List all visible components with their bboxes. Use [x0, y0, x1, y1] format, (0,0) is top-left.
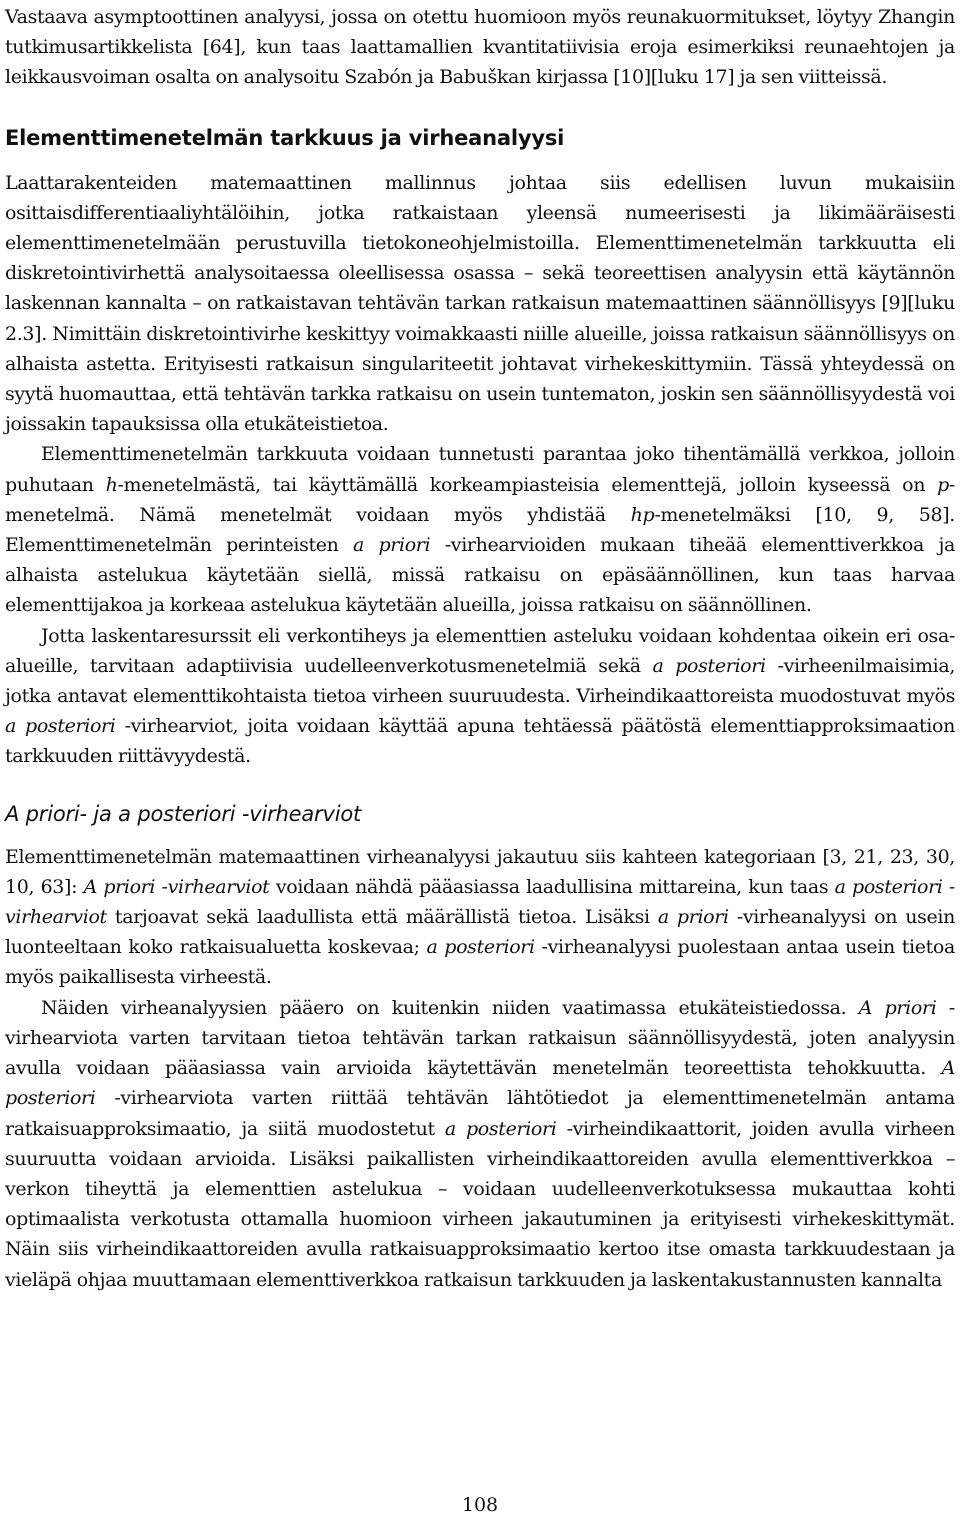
page-number: 108: [461, 1494, 499, 1516]
section-heading-error-estimates: A priori- ja a posteriori -virhearviot: [5, 801, 362, 826]
math-p: p: [937, 473, 949, 496]
paragraph-5: [5, 993, 955, 1295]
emphasis-a-priori: A priori: [858, 996, 937, 1019]
text-run: Elementtimenetelmän tarkkuuta voidaan tunnetusti parantaa joko tihentämällä verkkoa, jolloin puhutaan: [5, 443, 955, 496]
text-run: voidaan nähdä pääasiassa laadullisina mittareina, kun taas: [269, 875, 835, 898]
emphasis-a-posteriori: a posteriori: [444, 1117, 557, 1140]
text-run: Elementtimenetelmän matemaattinen virheanalyysi jakautuu siis kahteen kategoriaan [3, 21, 23, 30, 10, 63]:: [5, 845, 955, 898]
text-run: Jotta laskentaresurssit eli verkontiheys ja elementtien asteluku voidaan kohdentaa oikein eri osa-alueille, tarvitaan adaptiivisia uudelleenverkotusmenetelmiä sekä: [5, 624, 955, 677]
text-run: Näiden virheanalyysien pääero on kuitenkin niiden vaatimassa etukäteistiedossa.: [41, 996, 859, 1019]
text-run: -menetelmä. Nämä menetelmät voidaan myös yhdistää: [5, 473, 955, 526]
text-run: -virhearviot, joita voidaan käyttää apuna tehtäessä päätöstä elementtiapproksimaation tarkkuuden riittävyydestä.: [5, 715, 956, 768]
text-run: -virheanalyysi on usein luonteeltaan koko ratkaisualuetta koskevaa;: [5, 906, 955, 959]
math-hp: hp: [630, 503, 655, 526]
math-h: h: [105, 473, 118, 496]
emphasis-a-priori: a priori: [657, 906, 729, 929]
emphasis-a-posteriori: a posteriori: [5, 715, 116, 738]
text-run: -virhearviota varten tarvitaan tietoa tehtävän tarkan ratkaisun säännöllisyydestä, joten analyysin avulla voidaan pääasiassa vain arvioida käytettävän menetelmän teoreettista tehokkuutta.: [5, 996, 955, 1080]
emphasis-a-posteriori-virhearviot: a posteriori -virhearviot: [5, 875, 955, 929]
paragraph-text: Vastaava asymptoottinen analyysi, jossa on otettu huomioon myös reunakuormitukset, löytyy Zhangin tutkimusartikkelista [64], kun taas laattamallien kvantitatiivisia eroja esimerkiksi reunaehtojen ja leikkausvoiman osalta on analysoitu Szabón ja Babuškan kirjassa [10][luku 17] ja sen viitteissä.: [5, 6, 955, 89]
text-run: -virheanalyysi puolestaan antaa usein tietoa myös paikallisesta virheestä.: [5, 936, 955, 989]
document-page: [5, 2, 955, 1295]
text-run: -menetelmäksi [10, 9, 58]. Elementtimenetelmän perinteisten: [5, 503, 955, 557]
paragraph-3: [5, 621, 955, 772]
section-heading-accuracy: Elementtimenetelmän tarkkuus ja virheanalyysi: [5, 125, 565, 150]
text-run: -virhearvioiden mukaan tiheää elementtiverkkoa ja alhaista astelukua käytetään siellä, missä ratkaisu on epäsäännöllinen, kun taas harvaa elementtijakoa ja korkeaa astelukua käytetään alueilla, joissa ratkaisu on säännöllinen.: [5, 534, 955, 617]
paragraph-intro: [5, 2, 955, 93]
text-run: -virhearviota varten riittää tehtävän lähtötiedot ja elementtimenetelmän antama ratkaisuapproksimaatio, ja siitä muodostetut: [5, 1087, 955, 1140]
emphasis-a-priori: a priori: [353, 534, 431, 557]
paragraph-text: Laattarakenteiden matemaattinen mallinnus johtaa siis edellisen luvun mukaisiin osittaisdifferentiaaliyhtälöihin, jotka ratkaistaan yleensä numeerisesti ja likimääräisesti elementtimenetelmään perustuvilla tietokoneohjelmistoilla. Elementtimenetelmän tarkkuutta eli diskretointivirhettä analysoitaessa oleellisessa osassa – sekä teoreettisen analyysin että käytännön laskennan kannalta – on ratkaistavan tehtävän tarkan ratkaisun matemaattinen säännöllisyys [9][luku 2.3]. Nimittäin diskretointivirhe keskittyy voimakkaasti niille alueille, joissa ratkaisun säännöllisyys on alhaista astetta. Erityisesti ratkaisun singulariteetit johtavat virhekeskittymiin. Tässä yhteydessä on syytä huomauttaa, että tehtävän tarkka ratkaisu on usein tuntematon, joskin sen säännöllisyydestä voi joissakin tapauksissa olla etukäteistietoa.: [5, 171, 955, 436]
emphasis-a-priori-virhearviot: A priori -virhearviot: [83, 875, 270, 898]
paragraph-2: [5, 439, 955, 620]
paragraph-4: [5, 842, 955, 993]
text-run: -menetelmästä, tai käyttämällä korkeampiasteisia elementtejä, jolloin kyseessä on: [117, 473, 938, 496]
text-run: -virheenilmaisimia, jotka antavat elementtikohtaista tietoa virheen suuruudesta. Virheindikaattoreista muodostuvat myös: [5, 654, 956, 708]
emphasis-a-posteriori: a posteriori: [426, 936, 535, 959]
text-run: -virheindikaattorit, joiden avulla virheen suuruutta voidaan arvioida. Lisäksi paikallisten virheindikaattoreiden avulla elementtiverkkoa – verkon tiheyttä ja elementtien astelukua – voidaan uudelleenverkotuksessa mukauttaa kohti optimaalista verkotusta ottamalla huomioon virheen jakautuminen ja erityisesti virhekeskittymät. Näin siis virheindikaattoreiden avulla ratkaisuapproksimaatio kertoo itse omasta tarkkuudestaan ja vieläpä ohjaa muuttamaan elementtiverkkoa ratkaisun tarkkuuden ja laskentakustannusten kannalta: [5, 1117, 955, 1291]
text-run: tarjoavat sekä laadullista että määrällistä tietoa. Lisäksi: [106, 906, 658, 929]
emphasis-a-posteriori: a posteriori: [652, 654, 766, 677]
paragraph-1: [5, 168, 955, 440]
emphasis-a-posteriori: A posteriori: [5, 1057, 955, 1110]
